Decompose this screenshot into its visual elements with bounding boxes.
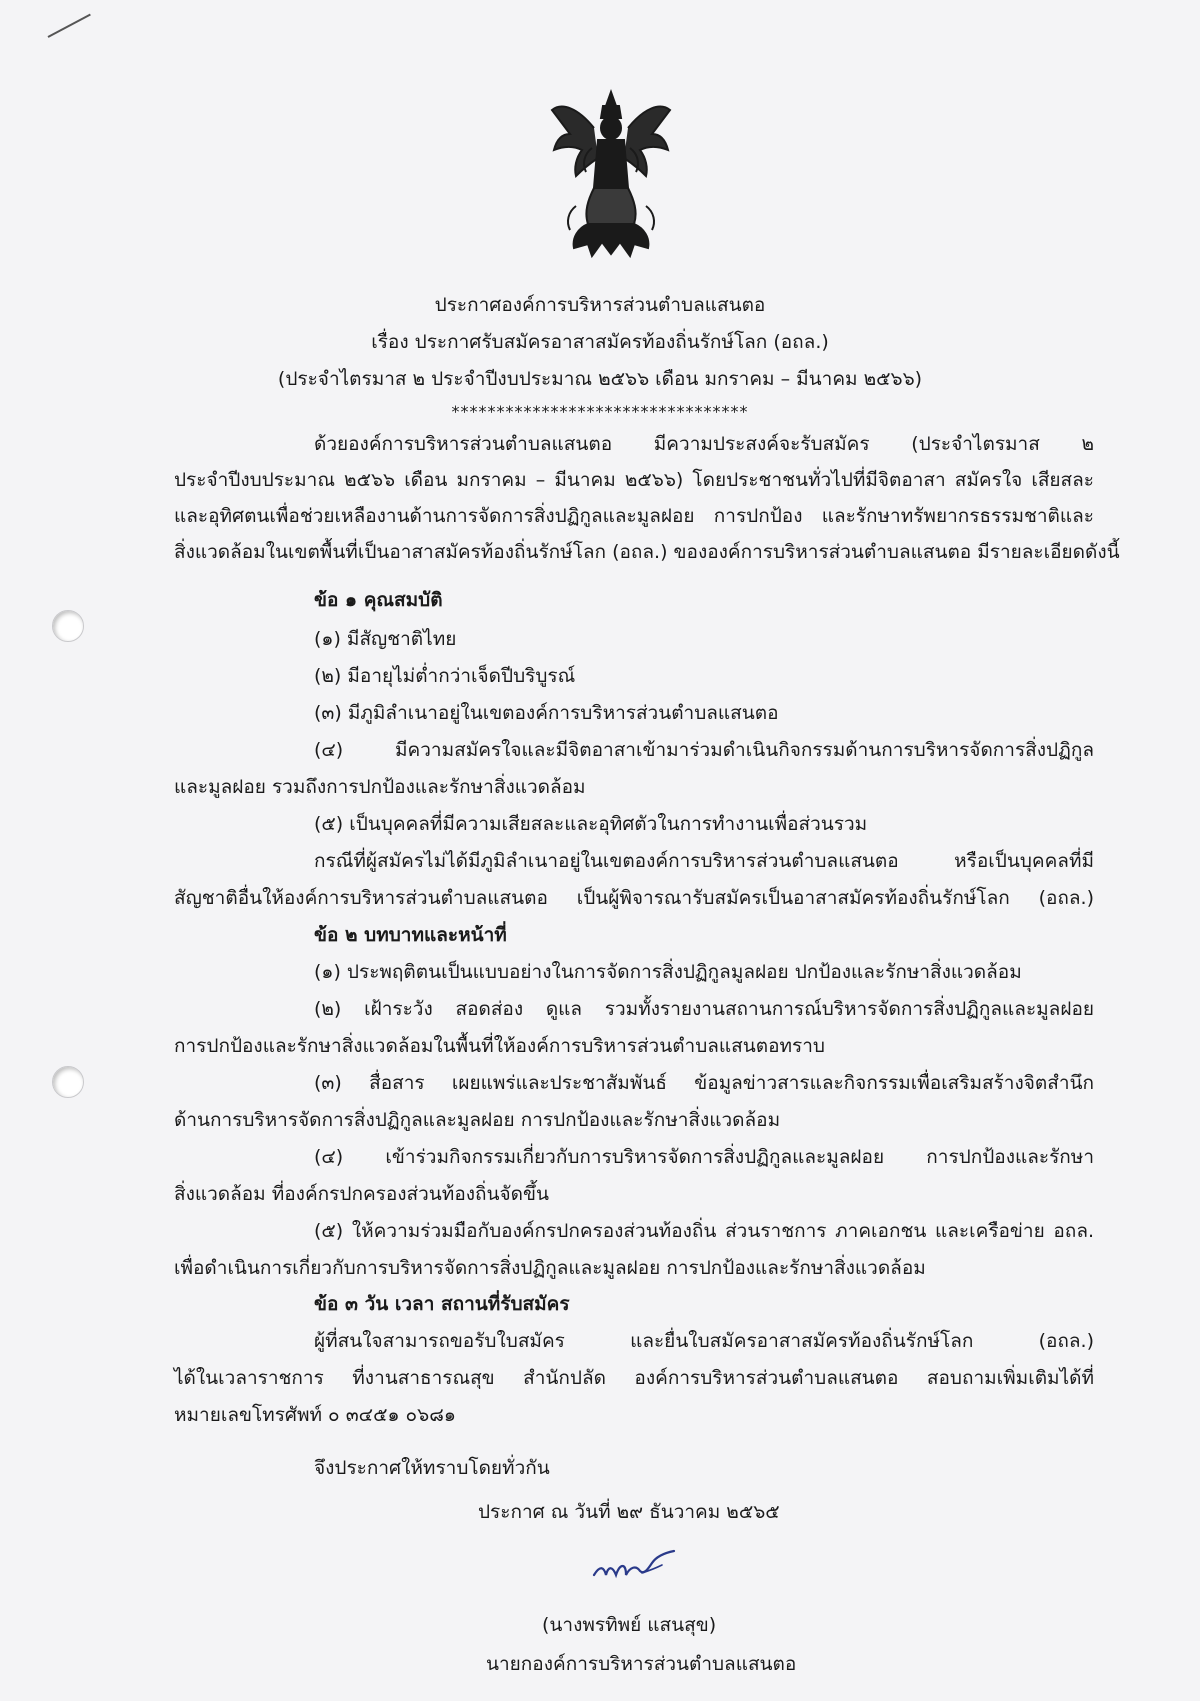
- punch-hole-top: [52, 610, 84, 642]
- section-1-note-2: สัญชาติอื่นให้องค์การบริหารส่วนตำบลแสนตอ เป็นผู้พิจารณารับสมัครเป็นอาสาสมัครท้องถิ่นรักษ์โลก (อถล.): [174, 887, 1094, 909]
- intro-line-3: และอุทิศตนเพื่อช่วยเหลืองานด้านการจัดการสิ่งปฏิกูลและมูลฝอย การปกป้อง และรักษาทรัพยากรธรรมชาติและ: [174, 505, 1094, 527]
- punch-hole-bottom: [52, 1066, 84, 1098]
- signer-name: (นางพรทิพย์ แสนสุข): [542, 1614, 717, 1636]
- intro-line-1: ด้วยองค์การบริหารส่วนตำบลแสนตอ มีความประสงค์จะรับสมัคร (ประจำไตรมาส ๒: [314, 433, 1094, 455]
- section-2-line-3: การปกป้องและรักษาสิ่งแวดล้อมในพื้นที่ให้องค์การบริหารส่วนตำบลแสนตอทราบ: [174, 1035, 825, 1057]
- section-1-note-1: กรณีที่ผู้สมัครไม่ได้มีภูมิลำเนาอยู่ในเขตองค์การบริหารส่วนตำบลแสนตอ หรือเป็นบุคคลที่มี: [314, 850, 1094, 872]
- section-2-heading: ข้อ ๒ บทบาทและหน้าที่: [314, 924, 507, 946]
- section-2-line-2: (๒) เฝ้าระวัง สอดส่อง ดูแล รวมทั้งรายงานสถานการณ์บริหารจัดการสิ่งปฏิกูลและมูลฝอย: [314, 998, 1094, 1020]
- header-divider: *********************************: [451, 402, 749, 421]
- announcement-date: ประกาศ ณ วันที่ ๒๙ ธันวาคม ๒๕๖๕: [478, 1501, 780, 1523]
- section-2-line-1: (๑) ประพฤติตนเป็นแบบอย่างในการจัดการสิ่งปฏิกูลมูลฝอย ปกป้องและรักษาสิ่งแวดล้อม: [314, 961, 1022, 983]
- section-3-heading: ข้อ ๓ วัน เวลา สถานที่รับสมัคร: [314, 1293, 570, 1315]
- signature-icon: [590, 1545, 682, 1585]
- section-3-line-1: ผู้ที่สนใจสามารถขอรับใบสมัคร และยื่นใบสมัครอาสาสมัครท้องถิ่นรักษ์โลก (อถล.): [314, 1330, 1094, 1352]
- announcement-period: (ประจำไตรมาส ๒ ประจำปีงบประมาณ ๒๕๖๖ เดือน มกราคม – มีนาคม ๒๕๖๖): [277, 368, 923, 390]
- section-2-line-7: สิ่งแวดล้อม ที่องค์กรปกครองส่วนท้องถิ่นจัดขึ้น: [174, 1183, 549, 1205]
- section-2-line-9: เพื่อดำเนินการเกี่ยวกับการบริหารจัดการสิ่งปฏิกูลและมูลฝอย การปกป้องและรักษาสิ่งแวดล้อม: [174, 1257, 926, 1279]
- section-3-line-2: ได้ในเวลาราชการ ที่งานสาธารณสุข สำนักปลัด องค์การบริหารส่วนตำบลแสนตอ สอบถามเพิ่มเติมได้ที่: [174, 1367, 1094, 1389]
- section-1-item-5: (๕) เป็นบุคคลที่มีความเสียสละและอุทิศตัวในการทำงานเพื่อส่วนรวม: [314, 813, 868, 835]
- section-1-item-3: (๓) มีภูมิลำเนาอยู่ในเขตองค์การบริหารส่วนตำบลแสนตอ: [314, 702, 779, 724]
- intro-line-2: ประจำปีงบประมาณ ๒๕๖๖ เดือน มกราคม – มีนาคม ๒๕๖๖) โดยประชาชนทั่วไปที่มีจิตอาสา สมัครใจ เสียสละ: [174, 469, 1094, 491]
- signer-position: นายกองค์การบริหารส่วนตำบลแสนตอ: [486, 1653, 797, 1675]
- section-2-line-8: (๕) ให้ความร่วมมือกับองค์กรปกครองส่วนท้องถิ่น ส่วนราชการ ภาคเอกชน และเครือข่าย อถล.: [314, 1220, 1094, 1242]
- section-1-item-4-cont: และมูลฝอย รวมถึงการปกป้องและรักษาสิ่งแวดล้อม: [174, 776, 586, 798]
- section-3-line-3: หมายเลขโทรศัพท์ ๐ ๓๔๕๑ ๐๖๘๑: [174, 1404, 456, 1426]
- announcement-title: ประกาศองค์การบริหารส่วนตำบลแสนตอ: [434, 294, 766, 316]
- section-1-item-1: (๑) มีสัญชาติไทย: [314, 628, 457, 650]
- intro-line-4: สิ่งแวดล้อมในเขตพื้นที่เป็นอาสาสมัครท้องถิ่นรักษ์โลก (อถล.) ขององค์การบริหารส่วนตำบลแสนตอ มีรายละเอียดดังนี้: [174, 541, 1120, 563]
- pencil-mark: [48, 14, 91, 38]
- section-1-item-2: (๒) มีอายุไม่ต่ำกว่าเจ็ดปีบริบูรณ์: [314, 665, 576, 687]
- section-2-line-4: (๓) สื่อสาร เผยแพร่และประชาสัมพันธ์ ข้อมูลข่าวสารและกิจกรรมเพื่อเสริมสร้างจิตสำนึก: [314, 1072, 1094, 1094]
- section-2-line-6: (๔) เข้าร่วมกิจกรรมเกี่ยวกับการบริหารจัดการสิ่งปฏิกูลและมูลฝอย การปกป้องและรักษา: [314, 1146, 1094, 1168]
- section-2-line-5: ด้านการบริหารจัดการสิ่งปฏิกูลและมูลฝอย การปกป้องและรักษาสิ่งแวดล้อม: [174, 1109, 781, 1131]
- closing-statement: จึงประกาศให้ทราบโดยทั่วกัน: [314, 1457, 550, 1479]
- garuda-emblem-icon: [548, 88, 674, 264]
- section-1-item-4: (๔) มีความสมัครใจและมีจิตอาสาเข้ามาร่วมดำเนินกิจกรรมด้านการบริหารจัดการสิ่งปฏิกูล: [314, 739, 1094, 761]
- section-1-heading: ข้อ ๑ คุณสมบัติ: [314, 589, 443, 611]
- announcement-subject: เรื่อง ประกาศรับสมัครอาสาสมัครท้องถิ่นรักษ์โลก (อถล.): [371, 331, 829, 353]
